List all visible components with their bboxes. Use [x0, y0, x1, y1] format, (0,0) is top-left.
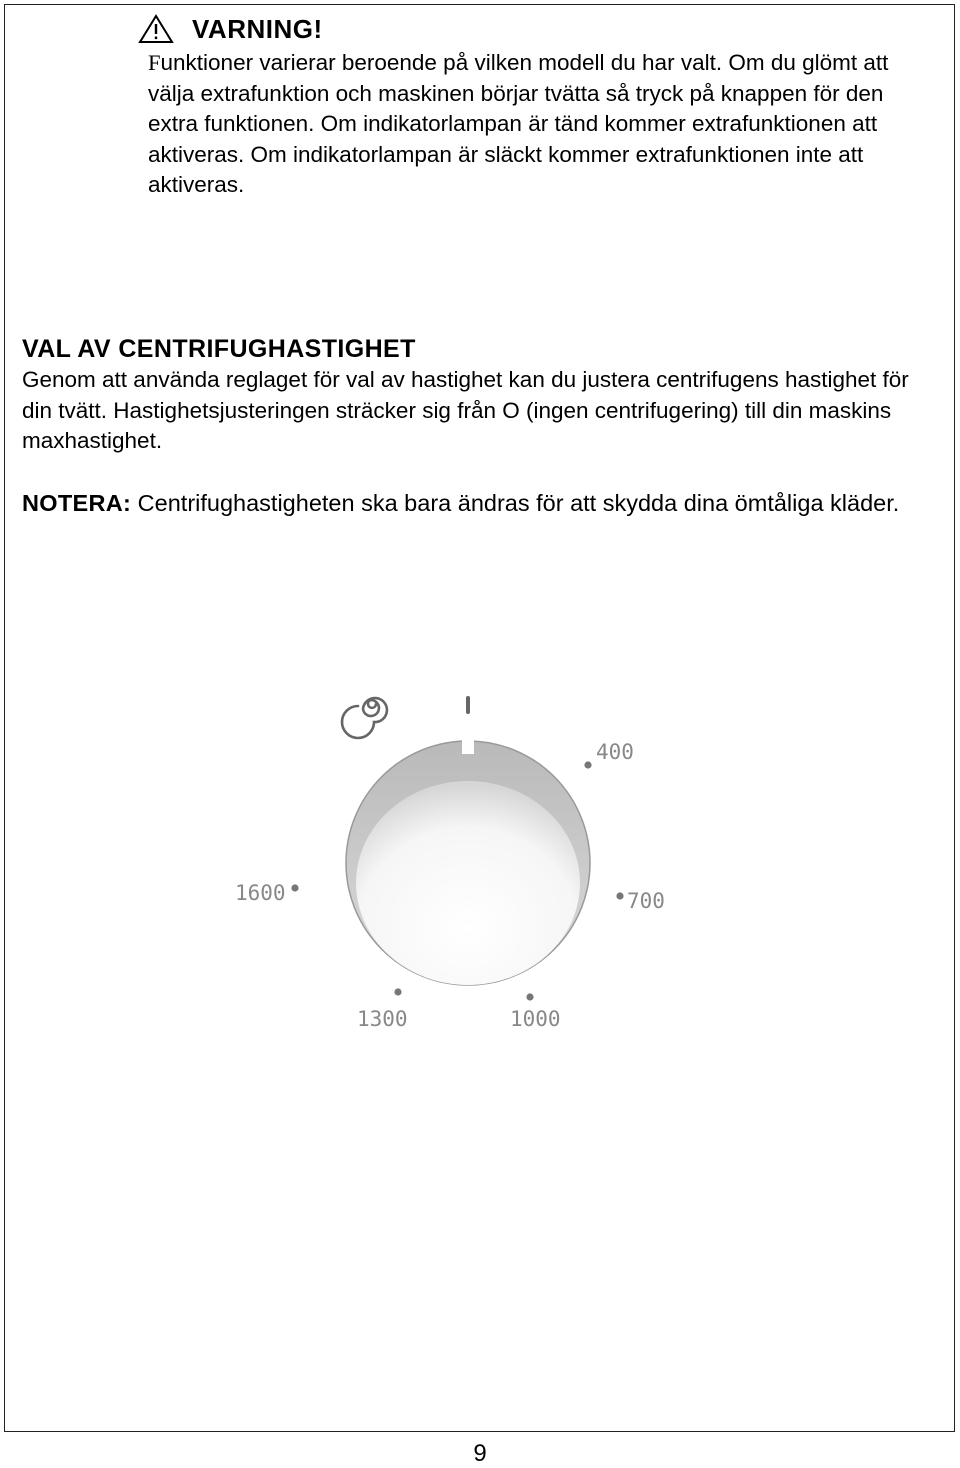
spiral-icon	[342, 698, 387, 738]
label-400: 400	[596, 740, 634, 764]
label-1000: 1000	[510, 1007, 561, 1031]
spin-speed-dial	[200, 670, 720, 1050]
dot-700	[616, 892, 623, 899]
spin-speed-section	[22, 333, 937, 457]
off-mark	[466, 696, 470, 714]
dial-pointer	[462, 736, 474, 754]
dot-1000	[526, 993, 533, 1000]
note-text: Centrifughastigheten ska bara ändras för att skydda dina ömtåliga kläder.	[131, 490, 900, 516]
warning-triangle-icon	[138, 14, 174, 44]
note-label: NOTERA:	[22, 490, 132, 516]
warning-heading: VARNING!	[192, 13, 323, 44]
page-number: 9	[473, 1440, 487, 1467]
warning-title	[138, 12, 938, 46]
label-700: 700	[627, 889, 665, 913]
dot-1300	[394, 988, 401, 995]
warning-text	[148, 48, 938, 201]
section-title: VAL AV CENTRIFUGHASTIGHET	[22, 335, 416, 363]
dial-face	[356, 781, 580, 985]
section-body: Genom att använda reglaget för val av hastighet kan du justera centrifugens hastighet för din tvätt. Hastighetsjusteringen sträcker sig från O (ingen centrifugering) till din maskins maxhastighet.	[22, 367, 909, 454]
warning-body: unktioner varierar beroende på vilken modell du har valt. Om du glömt att välja extrafunktion och maskinen börjar tvätta så tryck på knappen för den extra funktionen. Om indikatorlampan är tänd kommer extrafunktionen att aktiveras. Om indikatorlampan är släckt kommer extrafunktionen inte att aktiveras.	[148, 50, 889, 198]
label-1300: 1300	[357, 1007, 408, 1031]
dot-1600	[291, 884, 298, 891]
dot-400	[584, 761, 591, 768]
warning-box	[138, 12, 938, 201]
label-1600: 1600	[235, 881, 286, 905]
warning-lead-letter: F	[148, 50, 161, 75]
note-paragraph	[22, 487, 937, 519]
